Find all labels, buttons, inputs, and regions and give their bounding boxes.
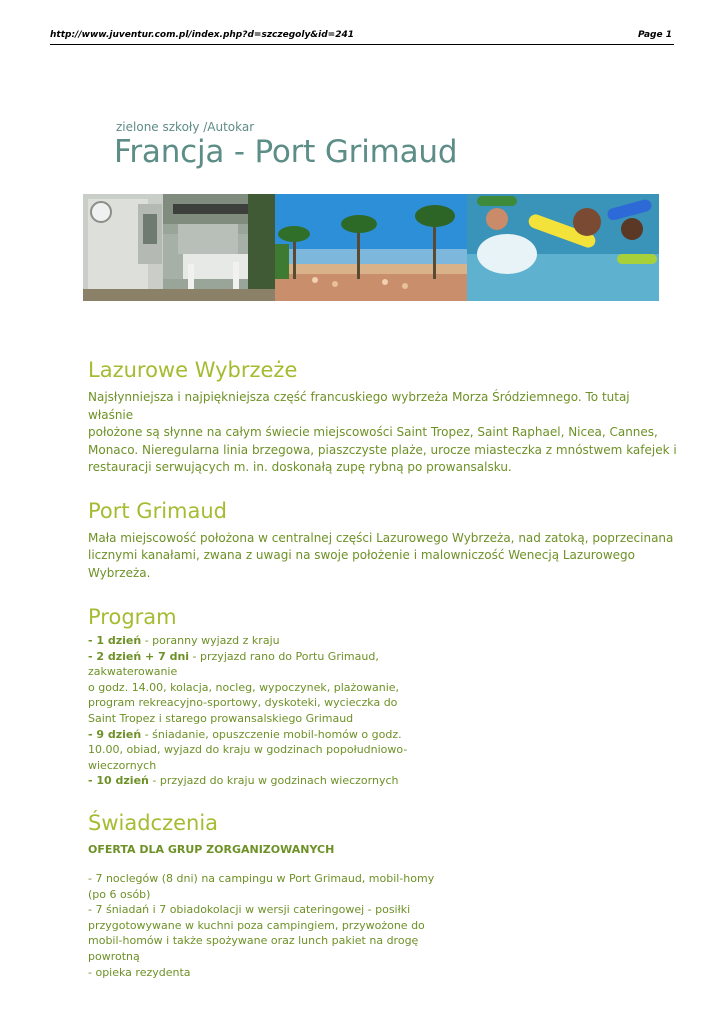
program-day: - 9 dzień [88,727,142,741]
banner-image-beach [275,194,467,301]
program-item [88,711,678,727]
section-heading-program: Program [88,605,177,629]
program-item [88,773,678,789]
program-text: program rekreacyjno-sportowy, dyskoteki, wycieczka do [88,696,398,710]
program-text: - śniadanie, opuszczenie mobil-homów o godz. [141,727,402,741]
program-text: zakwaterowanie [88,665,178,679]
benefit-line: - opieka rezydenta [88,965,191,979]
para-line: położone są słynne na całym świecie miejscowości Saint Tropez, Saint Raphael, Nicea, Cannes, [88,425,658,439]
program-text: - przyjazd rano do Portu Grimaud, [189,649,379,663]
program-item [88,649,678,665]
section-body-lazurowe [88,389,678,477]
section-heading-portgrimaud: Port Grimaud [88,498,228,523]
section-heading-swiadczenia: Świadczenia [88,810,219,835]
page-number: Page 1 [637,30,672,40]
page-title: Francja - Port Grimaud [114,134,458,170]
benefit-line: (po 6 osób) [88,887,151,901]
page-header [50,28,674,45]
benefit-line: mobil-homów i także spożywane oraz lunch pakiet na drogę [88,934,419,948]
program-text: Saint Tropez i starego prowansalskiego Grimaud [88,711,354,725]
program-item [88,664,678,680]
program-text: wieczornych [88,758,157,772]
program-list [88,633,678,789]
program-item [88,758,678,774]
para-line: Mała miejscowość położona w centralnej części Lazurowego Wybrzeża, nad zatoką, poprzecinana [88,530,674,545]
program-item [88,695,678,711]
banner-image-pool [467,194,659,301]
banner [83,194,659,301]
para-line: Wybrzeża. [88,565,151,580]
breadcrumb: zielone szkoły /Autokar [116,120,255,134]
program-text: - poranny wyjazd z kraju [141,634,280,647]
benefits-list [88,871,678,980]
program-item [88,727,678,743]
benefit-line: powrotną [88,949,140,963]
program-text: - przyjazd do kraju w godzinach wieczornych [148,774,399,788]
para-line: Monaco. Nieregularna linia brzegowa, piaszczyste plaże, urocze miasteczka z mnóstwem kafejek i [88,442,677,457]
section-body-portgrimaud [88,530,678,583]
section-heading-lazurowe: Lazurowe Wybrzeże [88,358,298,382]
content [88,358,678,980]
program-day: - 2 dzień + 7 dni [88,649,190,663]
program-day: - 10 dzień [88,774,149,788]
benefit-line: - 7 noclegów (8 dni) na campingu w Port Grimaud, mobil-homy [88,871,435,885]
para-line: Najsłynniejsza i najpiękniejsza część francuskiego wybrzeża Morza Śródziemnego. To tutaj właśnie [88,390,630,422]
banner-image-mobile-home [83,194,275,301]
offer-subheading: OFERTA DLA GRUP ZORGANIZOWANYCH [88,842,335,856]
program-text: o godz. 14.00, kolacja, nocleg, wypoczynek, plażowanie, [88,680,400,694]
header-url: http://www.juventur.com.pl/index.php?d=szczegoly&id=241 [50,30,355,40]
benefit-line: - 7 śniadań i 7 obiadokolacji w wersji cateringowej - posiłki [88,903,411,917]
para-line: restauracji serwujących m. in. doskonałą zupę rybną po prowansalsku. [88,460,512,474]
para-line: licznymi kanałami, zwana z uwagi na swoje położenie i malowniczość Wenecją Lazurowego [88,548,635,562]
program-text: 10.00, obiad, wyjazd do kraju w godzinach popołudniowo- [88,743,408,757]
program-item [88,680,678,696]
program-item [88,742,678,758]
program-item [88,633,678,649]
benefit-line: przygotowywane w kuchni poza campingiem, przywożone do [88,918,425,932]
program-day: - 1 dzień [88,634,142,647]
